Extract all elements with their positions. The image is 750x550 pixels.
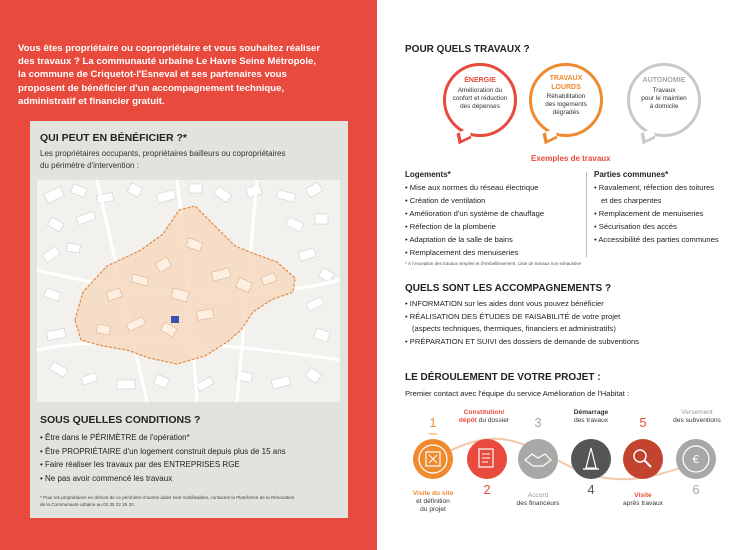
list-item: • Sécurisation des accès	[594, 221, 744, 234]
communes-head: Parties communes*	[594, 170, 669, 179]
step-number: 1	[429, 415, 437, 430]
intro-text: Vous êtes propriétaire ou copropriétaire et vous souhaitez réaliser des travaux ? La communauté urbaine Le Havre Seine Métropole, la commune de Criquetot-l'Esneval et ses partenaires vous proposent de bénéficier d'un accompagnement technique, administratif et financier gratuit.	[18, 43, 321, 107]
list-item: • Être dans le PÉRIMÈTRE de l'opération*	[40, 431, 286, 445]
step-2-label: Constitution/ dépôt du dossier	[458, 409, 510, 424]
list-item-continuation: et des charpentes	[601, 195, 662, 205]
logements-head: Logements*	[405, 170, 451, 179]
list-item: • Être PROPRIÉTAIRE d'un logement construit depuis plus de 15 ans	[40, 445, 286, 459]
step-number: 3	[534, 415, 542, 430]
list-item: • INFORMATION sur les aides dont vous pouvez bénéficier	[405, 298, 725, 311]
step-1-label: Visite du site et définition du projet	[412, 490, 454, 513]
communes-list	[594, 182, 744, 247]
list-item: • Création de ventilation	[405, 195, 544, 208]
conditions-title: SOUS QUELLES CONDITIONS ?	[40, 414, 201, 426]
list-item: • PRÉPARATION ET SUIVI des dossiers de demande de subventions	[405, 336, 725, 349]
logements-list	[405, 182, 544, 259]
accomp-list	[405, 298, 725, 348]
list-item: • Mise aux normes du réseau électrique	[405, 182, 544, 195]
conditions-list	[40, 431, 286, 485]
list-item: • Remplacement de menuiseries	[594, 208, 744, 221]
step-5-icon	[623, 439, 663, 479]
deroul-title: LE DÉROULEMENT DE VOTRE PROJET :	[405, 372, 601, 383]
accomp-title: QUELS SONT LES ACCOMPAGNEMENTS ?	[405, 283, 612, 294]
step-3-icon	[518, 439, 558, 479]
column-divider	[586, 172, 587, 257]
list-item: • RÉALISATION DES ÉTUDES DE FAISABILITÉ de votre projet (aspects techniques, thermiques, financiers et administratifs)	[405, 311, 725, 336]
step-number: 4	[587, 482, 595, 497]
step-6-label: Versement des subventions	[673, 409, 721, 424]
list-item: • Accessibilité des parties communes	[594, 234, 744, 247]
works-footnote: * À l'exception des travaux simples et d'embellissement. Liste de travaux non exhaustive	[405, 261, 582, 266]
step-5-label: Visite après travaux	[623, 492, 663, 507]
list-item: • Réfection de la plomberie	[405, 221, 544, 234]
timeline-graphic	[405, 412, 735, 542]
who-text: Les propriétaires occupants, propriétaires bailleurs ou copropriétaires du périmètre d'intervention :	[40, 149, 286, 170]
step-2-icon	[467, 439, 507, 479]
step-4-label: Démarrage des travaux	[573, 409, 609, 424]
who-title: QUI PEUT EN BÉNÉFICIER ?*	[40, 132, 188, 144]
list-item: • Adaptation de la salle de bains	[405, 234, 544, 247]
bubble-energie: ÉNERGIE Amélioration du confort et réduction des dépenses	[443, 63, 517, 137]
conditions-footnote: * Pour les propriétaires en dehors de ce périmètre d'autres aides sont mobilisables, contactez la Plateforme de la Rénovation de la Communauté urbaine au 02 35 22 25 20.	[40, 495, 295, 507]
map-graphic	[37, 180, 340, 402]
step-number: 6	[692, 482, 700, 497]
step-4-icon	[571, 439, 611, 479]
list-item: • Ne pas avoir commencé les travaux	[40, 472, 286, 486]
svg-text:€: €	[692, 453, 700, 466]
list-item: • Amélioration d'un système de chauffage	[405, 208, 544, 221]
deroul-text: Premier contact avec l'équipe du service Amélioration de l'Habitat :	[405, 389, 630, 398]
step-3-label: Accord des financeurs	[516, 492, 560, 507]
step-1-icon	[413, 439, 453, 479]
mairie-icon	[171, 316, 179, 323]
list-item: • Faire réaliser les travaux par des ENTREPRISES RGE	[40, 458, 286, 472]
list-item: • Remplacement des menuiseries	[405, 247, 544, 260]
works-title: POUR QUELS TRAVAUX ?	[405, 44, 530, 55]
examples-title: Exemples de travaux	[531, 154, 611, 163]
list-item: • Ravalement, réfection des toitures	[594, 182, 744, 195]
step-number: 2	[483, 482, 491, 497]
bubble-autonomie: AUTONOMIE Travaux pour le maintien à domicile	[627, 63, 701, 137]
eligibility-box	[30, 121, 348, 518]
perimeter-map	[37, 180, 340, 402]
step-6-icon	[676, 439, 716, 479]
bubble-travaux-lourds: TRAVAUX LOURDS Réhabilitation des logements dégradés	[529, 63, 603, 137]
step-number: 5	[639, 415, 647, 430]
